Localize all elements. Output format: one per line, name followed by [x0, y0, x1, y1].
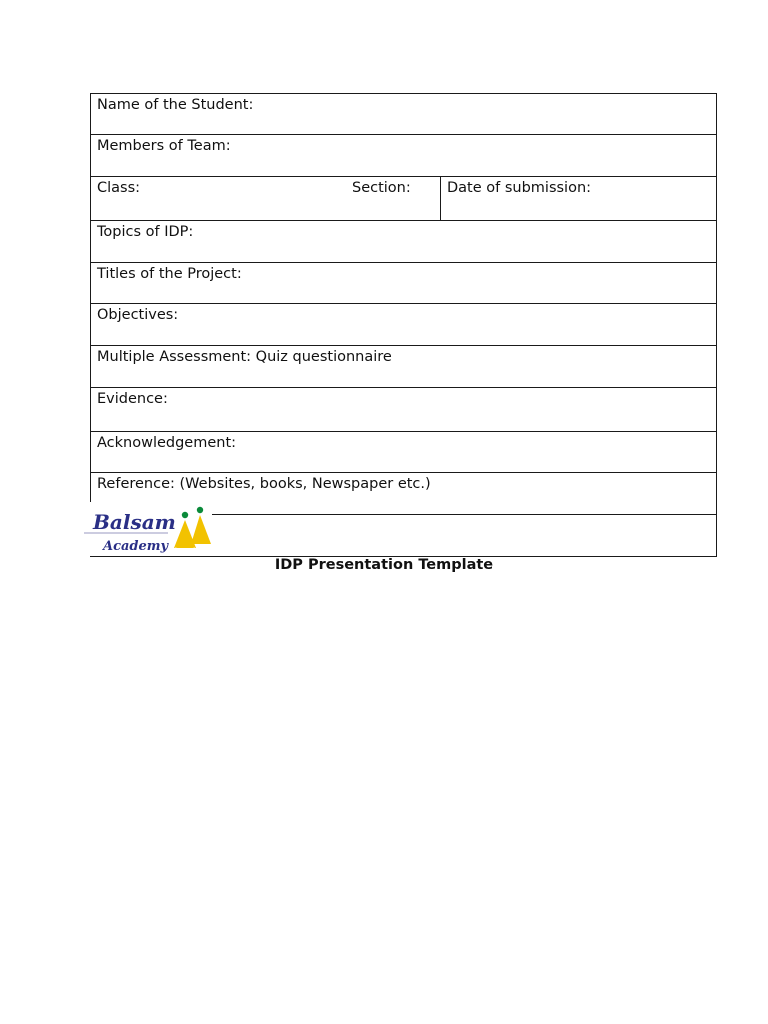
reference-label: Reference: (Websites, books, Newspaper etc.) [97, 476, 431, 492]
team-members-field[interactable] [91, 135, 717, 177]
section-label: Section: [352, 180, 411, 196]
logo-figure-base [175, 548, 195, 550]
assessment-label: Multiple Assessment: Quiz questionnaire [97, 349, 392, 365]
topics-row [91, 221, 717, 263]
logo-text-balsam: Balsam [93, 510, 176, 534]
acknowledgement-label: Acknowledgement: [97, 435, 237, 451]
assessment-field[interactable] [91, 346, 717, 388]
class-section-date-row [91, 177, 717, 221]
date-of-submission-field[interactable] [441, 177, 717, 221]
objectives-row [91, 304, 717, 346]
balsam-academy-logo-graphic [82, 502, 212, 556]
objectives-field[interactable] [91, 304, 717, 346]
acknowledgement-row [91, 432, 717, 473]
topics-field[interactable] [91, 221, 717, 263]
logo-figure-right [191, 515, 211, 544]
document-caption: IDP Presentation Template [274, 557, 494, 573]
class-label: Class: [97, 180, 141, 196]
logo-text-academy: Academy [103, 539, 169, 554]
titles-row [91, 263, 717, 304]
evidence-field[interactable] [91, 388, 717, 432]
titles-label: Titles of the Project: [97, 266, 242, 282]
titles-field[interactable] [91, 263, 717, 304]
logo-head-right [197, 507, 203, 513]
acknowledgement-field[interactable] [91, 432, 717, 473]
evidence-row [91, 388, 717, 432]
balsam-academy-logo [82, 502, 212, 556]
logo-head-left [182, 512, 188, 518]
student-name-field[interactable] [91, 94, 717, 135]
class-section-field[interactable] [91, 177, 441, 221]
team-members-label: Members of Team: [97, 138, 231, 154]
team-members-row [91, 135, 717, 177]
assessment-row [91, 346, 717, 388]
evidence-label: Evidence: [97, 391, 168, 407]
idp-form-table [90, 93, 717, 557]
student-name-label: Name of the Student: [97, 97, 254, 113]
topics-label: Topics of IDP: [97, 224, 194, 240]
student-name-row [91, 94, 717, 135]
objectives-label: Objectives: [97, 307, 179, 323]
date-of-submission-label: Date of submission: [447, 180, 592, 196]
